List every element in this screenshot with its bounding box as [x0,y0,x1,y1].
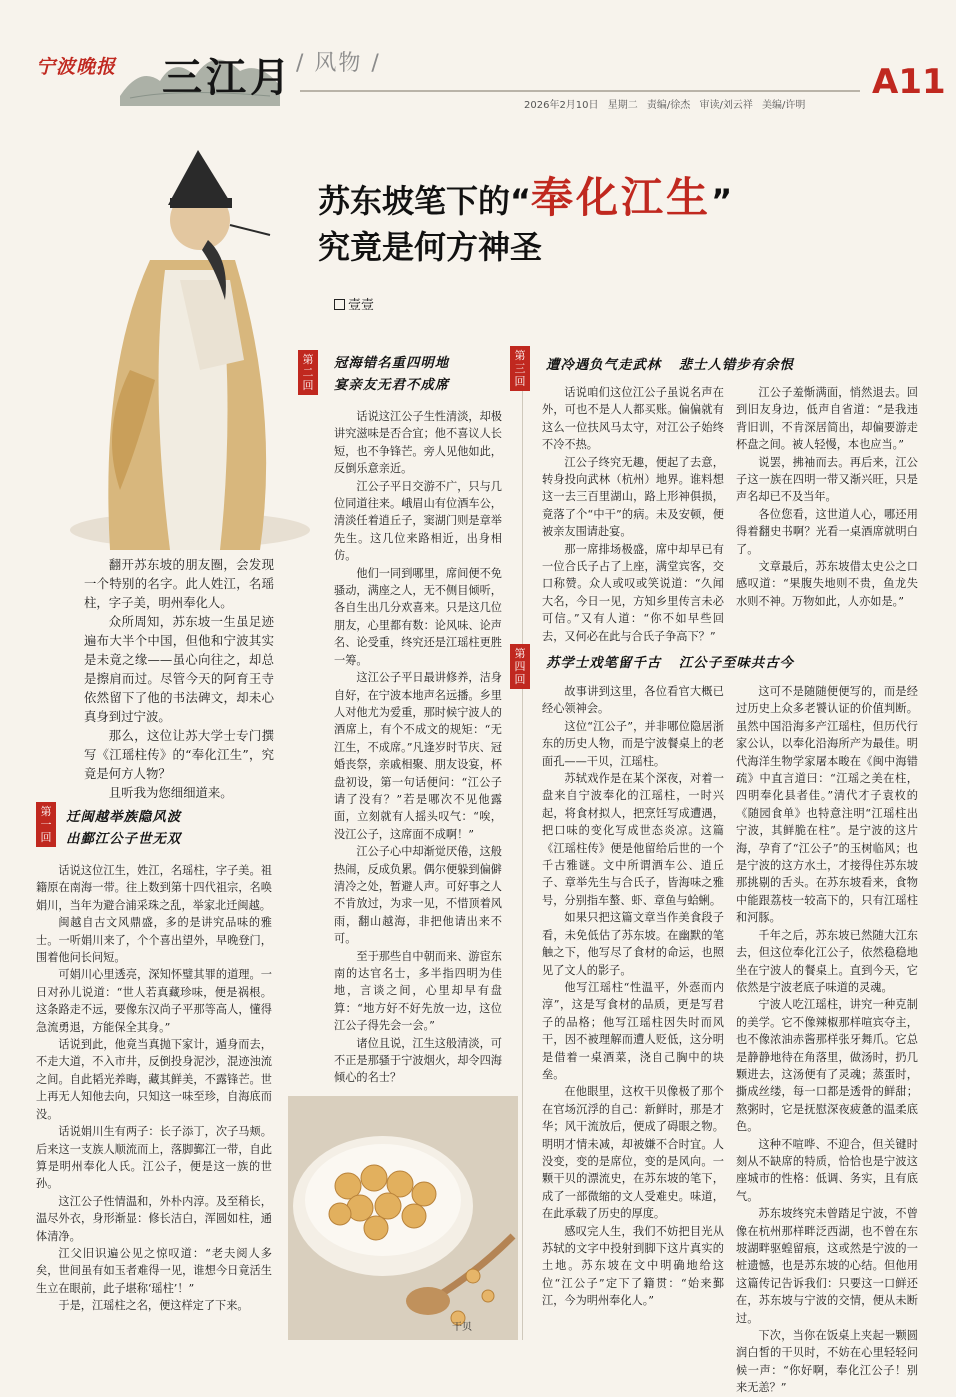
designer-credit: 美编/许明 [762,100,806,111]
paragraph: 话说娟川生有两子：长子添丁，次子马颊。后来这一支族人顺流而上，落脚鄞江一带，自此算是明州奉化人氏。江公子，便是这一族的世孙。 [36,1125,272,1191]
paragraph: 感叹完人生，我们不妨把目光从苏轼的文字中投射到脚下这片真实的土地。苏东坡在文中明确地给这位“江公子”定下了籍贯：“始来鄞江，今为明州奉化人。” [542,1224,724,1308]
photo-caption: 干贝 [452,1322,472,1333]
paragraph: 闽越自古文风鼎盛，多的是讲究品味的雅士。一听娟川来了，个个喜出望外，早晚登门，围着他问长问短。 [36,916,272,965]
paragraph: 至于那些自中朝而来、游宦东南的达官名士，多半指四明为佳地，言谈之间，心里却早有盘算：“地方好不好先放一边，这位江公子得先会一会。” [334,949,502,1033]
paragraph: 话说这江公子生性清淡，却极讲究滋味是否合宜；他不喜议人长短，也不争锋芒。旁人见他如此，反倒乐意亲近。 [334,410,502,476]
paragraph: 江公子终究无趣，便起了去意，转身投向武林（杭州）地界。谁料想这一去三百里湖山，路上形神俱损，竟落了个“中干”的病。未及安顿，便被亲友围请赴宴。 [542,455,724,539]
chapter-4-body [542,683,724,1339]
paragraph: 江公子心中却渐觉厌倦，这般热闹，反成负累。偶尔便躲到偏僻清冷之处，暂避人声。可好事之人不肯放过，为求一见，不惜顶着风雨，翻山越海，非把他请出来不可。 [334,845,502,946]
chapter-4-title [546,652,794,674]
paragraph: 这位“江公子”，并非哪位隐居浙东的历史人物，而是宁波餐桌上的老面孔——干贝，江瑶柱。 [542,719,724,768]
intro-paragraph: 且听我为您细细道来。 [108,785,233,800]
paragraph: 他们一同到哪里，席间便不免骚动，满座之人，无不侧目倾听，各自生出几分欢喜来。只是这几位朋友，心里都有数：论风味、论声名、论受重，终究还是江瑶柱更胜一筹。 [334,566,502,667]
chapter-3-body-continued [736,384,918,640]
column-title: 三江月 [162,54,294,101]
paragraph: 话说咱们这位江公子虽说名声在外，可也不是人人都买账。偏偏就有这么一位扶风马太守，对江公子始终不冷不热。 [542,386,724,452]
author-byline: 壹壹 [334,294,374,313]
section-label: / 风物 / [296,51,381,76]
chapter-title-line: 江公子至味共古今 [678,655,794,671]
scallop-bowl-image [288,1096,518,1340]
issue-date: 2026年2月10日 [524,100,599,111]
chapter-1-label: 第一回 [36,802,56,847]
article-headline [318,175,732,270]
chapter-title-line: 宴亲友无君不成席 [334,377,450,393]
chapter-2-body [334,408,502,1085]
paragraph: 苏轼戏作是在某个深夜，对着一盘来自宁波奉化的江瑶柱，一时兴起，将食材拟人，把烹饪写成遭遇，把口味的变化写成世态炎凉。这篇《江瑶柱传》便是他留给后世的一个千古雅谜。文中所谓酒车公、逍丘子、章举先生与合氏子，皆海味之雅号，分别指车螯、虾、章鱼与蛤蜊。 [542,772,724,907]
reviewer-credit: 审读/刘云祥 [699,100,753,111]
paragraph: 千年之后，苏东坡已然随大江东去，但这位奉化江公子，依然稳稳地坐在宁波人的餐桌上。直到今天，它依然是宁波老底子味道的灵魂。 [736,928,918,994]
chapter-4-label: 第四回 [510,644,530,689]
page-number: A11 [872,62,946,102]
issue-meta [524,96,811,111]
su-dongpo-portrait-illustration [30,110,330,560]
headline-pre: 苏东坡笔下的“ [318,182,532,220]
paragraph: 江公子平日交游不广，只与几位同道往来。峨眉山有位酒车公，清淡任着逍丘子，窦湖门则是章举先生。这几位来路相近，出身相仿。 [334,479,502,563]
paragraph: 这江公子平日最讲修养，洁身自好，在宁波本地声名远播。乡里人对他尤为爱重，那时候宁波人的酒席上，有个不成文的规矩：“无江生，不成席。”凡逢岁时节庆、冠婚丧祭，亲戚相聚、朋友设宴，杯盘初设，第一句话便问：“江公子请了没有？”若是哪次不见他露面，立刻就有人摇头叹气：“唉，没江公子，这席面不成啊！” [334,671,502,841]
intro-paragraph: 翻开苏东坡的朋友圈，会发现一个特别的名字。此人姓江，名瑶柱，字子美，明州奉化人。 [84,557,274,610]
chapter-2-title [334,352,449,396]
chapter-title-line: 悲士人错步有余恨 [678,357,794,373]
paragraph: 如果只把这篇文章当作美食段子看，未免低估了苏东坡。在幽默的笔触之下，他写尽了食材的命运，也照见了文人的影子。 [542,911,724,977]
editor-credit: 责编/徐杰 [646,100,691,111]
headline-post: ” [711,182,733,220]
paragraph: 他写江瑶柱“性温平，外悫而内淳”，这是写食材的品质，更是写君子的品格；他写江瑶柱因失时而风干，因不被理解而遭人贬低，这分明是借着一桌酒菜，浇自己胸中的块垒。 [542,980,724,1081]
paragraph: 这种不喧哗、不迎合，但关键时刻从不缺席的特质，恰恰也是宁波这座城市的性格：低调、务实，且有底气。 [736,1137,918,1203]
dried-scallop-photo [288,1096,518,1340]
paragraph: 话说这位江生，姓江，名瑶柱，字子美。祖籍原在南海一带。往上数到第十四代祖宗，名唤娟川，当年为避合浦采珠之乱，举家北迁闽越。 [36,864,272,912]
paragraph: 诸位且说，江生这般清淡，可不正是那骚于宁波烟火，却令四海倾心的名士？ [334,1036,502,1085]
paragraph: 那一席排场极盛，席中却早已有一位合氏子占了上座，满堂宾客，交口称赞。众人或叹或笑说道：“久闻大名，今日一见，方知乡里传言未必可信。”又有人道：“你不如早些回去，又何必在此与合氏子争高下？” [542,542,724,643]
article-intro [84,555,274,802]
paragraph: 说罢，拂袖而去。再后来，江公子这一族在四明一带又渐兴旺，只是声名却已不及当年。 [736,455,918,504]
paragraph: 在他眼里，这枚干贝像极了那个在官场沉浮的自己：新鲜时，那是才华；风干流放后，便成了碍眼之物。明明才情未减，却被嫌不合时宜。人没变，变的是席位，变的是风向。一颗干贝的漂流史，在苏东坡的笔下，成了一部微缩的文人受难史。味道，在此承载了历史的厚度。 [542,1085,724,1221]
intro-paragraph: 那么，这位让苏大学士专门撰写《江瑶柱传》的“奉化江生”，究竟是何方人物？ [84,728,274,781]
chapter-3-label: 第三回 [510,346,530,391]
newspaper-logo: 宁波晚报 [36,56,117,78]
paragraph: 这江公子性情温和，外朴内淳。及至稍长，温尽外衣，身形渐显：修长洁白，浑圆如柱，通体清净。 [36,1194,272,1243]
headline-line2: 究竟是何方神圣 [318,228,543,266]
paragraph: 宁波人吃江瑶柱，讲究一种克制的美学。它不像辣椒那样喧宾夺主，也不像浓油赤酱那样张牙舞爪。它总是静静地待在角落里，做汤时，扔几颗进去，这汤便有了灵魂；蒸蛋时，撕成丝缕，每一口都是透骨的鲜甜；熬粥时，它是抚慰深夜疲惫的温柔底色。 [736,998,918,1134]
chapter-title-line: 冠海错名重四明地 [334,355,450,371]
chapter-2-label: 第二回 [298,350,318,395]
paragraph: 这可不是随随便便写的，而是经过历史上众多老饕认证的价值判断。虽然中国沿海多产江瑶柱，但历代行家公认，以奉化沿海所产为最佳。明代海洋生物学家屠本畯在《闽中海错疏》中直言道曰：“江瑶之美在柱，四明奉化县者佳。”清代才子袁枚的《随园食单》也特意注明“江瑶柱出宁波，其鲜脆在柱”。是宁波的这片海，孕育了“江公子”的玉树临风；也是宁波的这方水土，才接得住苏东坡那挑剔的舌头。在苏东坡看来，食物中能跟荔枝一较高下的，只有江瑶柱和河豚。 [736,685,918,925]
paragraph: 各位您看，这世道人心，哪还用得着翻史书啊？光看一桌酒席就明白了。 [736,507,918,556]
chapter-title-line: 迁闽越举族隐风波 [66,809,182,825]
chapter-title-line: 苏学士戏笔留千古 [546,655,662,671]
chapter-3-title [546,354,794,376]
chapter-title-line: 遭冷遇负气走武林 [546,357,662,373]
paragraph: 话说到此，他竟当真抛下家计，遁身而去，不走大道，不入市井，反倒投身泥沙，混迹浊流之间。自此韬光养晦，藏其鲜美，不露锋芒。世上再无人知他去向，只知这一味至珍，自海底而没。 [36,1038,272,1121]
column-divider [522,350,523,1340]
headline-highlight: 奉化江生 [531,173,712,222]
chapter-4-body-continued [736,683,918,1395]
paragraph: 苏东坡终究未曾踏足宁波，不曾像在杭州那样畔泛西湖，也不曾在东坡湖畔驱蝗留痕，这或然是宁波的一桩遗憾，也是苏东坡的心结。但他用这篇传记告诉我们：只要这一口鲜还在，苏东坡与宁波的交情，便从未断过。 [736,1207,918,1325]
issue-weekday: 星期二 [607,100,638,111]
paragraph: 江父旧识遍公见之惊叹道：“老夫阅人多矣，世间虽有如玉者难得一见，谁想今日竟活生生立在眼前，此子堪称‘瑶柱’！” [36,1246,272,1295]
chapter-1-body [36,862,272,1332]
paragraph: 可娟川心里透亮，深知怀璧其罪的道理。一日对孙儿说道：“世人若真藏珍味，便是祸根。这条路走不远，要像东汉尚子平那等高人，懂得急流勇退，方能保全其身。” [36,968,272,1034]
chapter-title-line: 出鄞江公子世无双 [66,831,182,847]
paragraph: 故事讲到这里，各位看官大概已经心领神会。 [542,685,724,716]
paragraph: 江公子羞惭满面，悄然退去。回到旧友身边，低声自省道：“是我违背旧训，不肯深居简出，却偏要游走杯盘之间。被人轻慢，本也应当。” [736,386,918,452]
chapter-1-title [66,806,181,850]
paragraph: 文章最后，苏东坡借太史公之口感叹道：“果腹失地则不贵，鱼龙失水则不神。万物如此，人亦如是。” [736,560,918,608]
chapter-3-body [542,384,724,643]
intro-paragraph: 众所周知，苏东坡一生虽足迹遍布大半个中国，但他和宁波其实是未竟之缘——虽心向往之，却总是擦肩而过。尽管今天的阿育王寺依然留下了他的书法碑文，却未心真身到过宁波。 [84,614,274,724]
paragraph: 下次，当你在饭桌上夹起一颗圆润白皙的干贝时，不妨在心里轻轻问候一声：“你好啊，奉化江公子！别来无恙？” [736,1329,918,1395]
header-rule [300,90,860,92]
paragraph: 于是，江瑶柱之名，便这样定了下来。 [58,1299,249,1313]
